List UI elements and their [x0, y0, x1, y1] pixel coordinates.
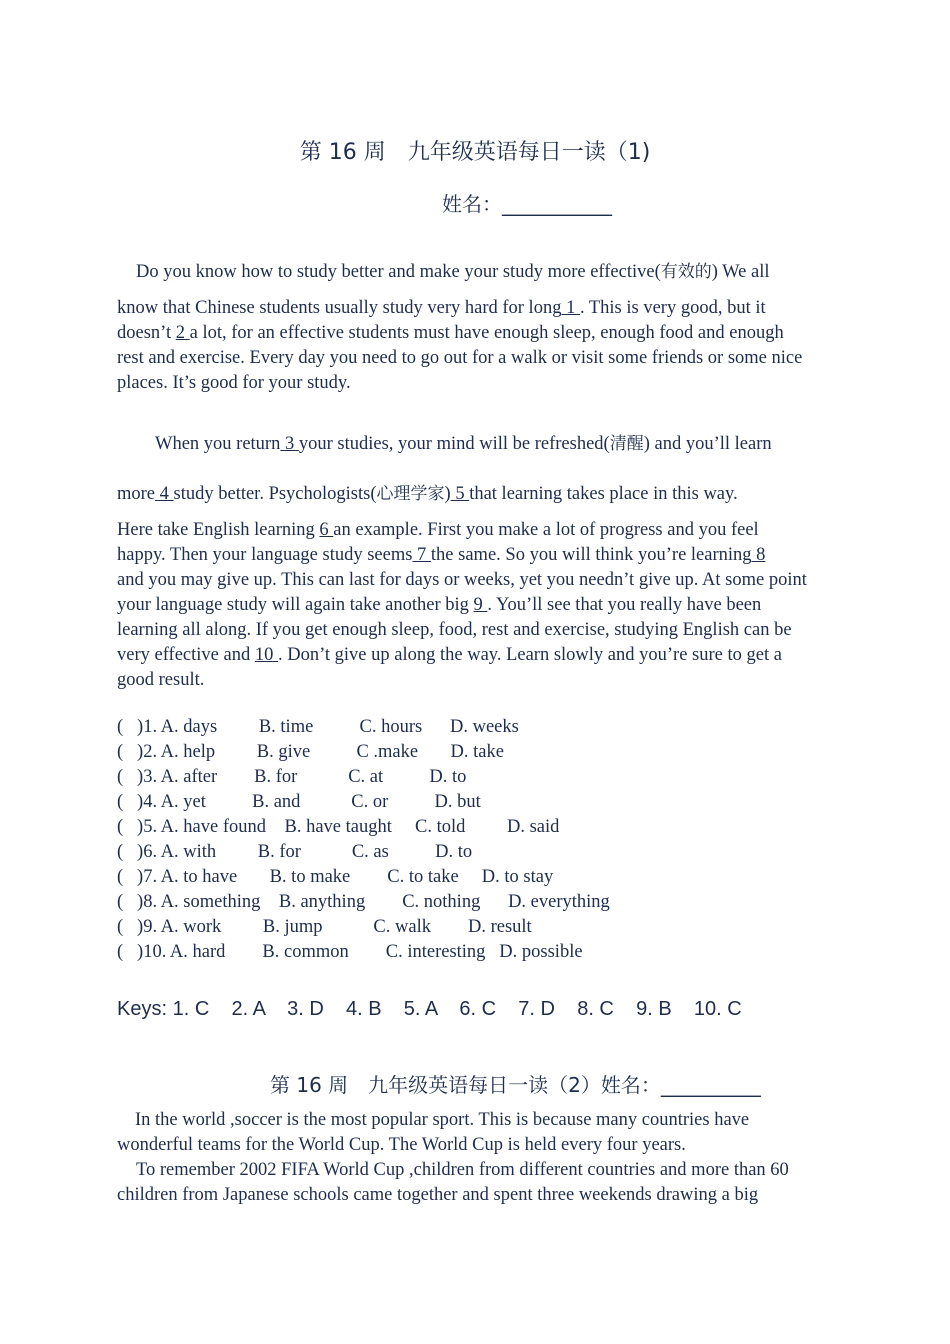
blank-6: 6 — [319, 520, 334, 540]
passage1-line: places. It’s good for your study. — [117, 373, 351, 393]
blank-4: 4 — [155, 484, 174, 504]
blank-2: 2 — [175, 323, 190, 343]
answer-keys: Keys: 1. C 2. A 3. D 4. B 5. A 6. C 7. D 8. C 9. B 10. C — [117, 998, 742, 1020]
passage1-line: rest and exercise. Every day you need to go out for a walk or visit some friends or some nice — [117, 348, 803, 368]
blank-10: 10 — [254, 645, 278, 665]
name-blank-2: __________ — [660, 1073, 761, 1097]
question-item: ( )3. A. after B. for C. at D. to — [117, 767, 467, 787]
page-title: 第 16 周 九年级英语每日一读（1) — [299, 140, 651, 165]
question-item: ( )7. A. to have B. to make C. to take D. to stay — [117, 867, 554, 887]
question-item: ( )5. A. have found B. have taught C. told D. said — [117, 817, 560, 837]
passage3-line: learning all along. If you get enough sleep, food, rest and exercise, studying English can be — [117, 620, 792, 640]
blank-5: 5 — [450, 484, 470, 504]
question-item: ( )6. A. with B. for C. as D. to — [117, 842, 473, 862]
passage1-line: Do you know how to study better and make your study more effective(有效的) We all — [136, 262, 770, 282]
passage3-line: good result. — [117, 670, 205, 690]
passage3-line: very effective and 10 . Don’t give up along the way. Learn slowly and you’re sure to get a — [117, 645, 782, 665]
question-item: ( )1. A. days B. time C. hours D. weeks — [117, 717, 519, 737]
passage3-line: happy. Then your language study seems 7 the same. So you will think you’re learning 8 — [117, 545, 766, 565]
name-field — [442, 188, 612, 217]
passage4-line: In the world ,soccer is the most popular sport. This is because many countries have — [135, 1110, 750, 1130]
second-title: 第 16 周 九年级英语每日一读（2）姓名：__________ — [270, 1073, 761, 1097]
blank-3: 3 — [280, 434, 299, 454]
blank-7: 7 — [412, 545, 431, 565]
passage1-line: doesn’t 2 a lot, for an effective students must have enough sleep, enough food and enough — [117, 323, 784, 343]
passage4-line: To remember 2002 FIFA World Cup ,children from different countries and more than 60 — [136, 1160, 789, 1180]
question-item: ( )10. A. hard B. common C. interesting D. possible — [117, 942, 583, 962]
question-item: ( )8. A. something B. anything C. nothing D. everything — [117, 892, 610, 912]
question-item: ( )2. A. help B. give C .make D. take — [117, 742, 504, 762]
passage2-line: When you return 3 your studies, your mind will be refreshed(清醒) and you’ll learn — [155, 434, 772, 454]
passage3-line: and you may give up. This can last for days or weeks, yet you needn’t give up. At some point — [117, 570, 807, 590]
question-item: ( )9. A. work B. jump C. walk D. result — [117, 917, 532, 937]
blank-9: 9 — [473, 595, 488, 615]
blank-1: 1 — [561, 298, 580, 318]
name-label: 姓名： — [442, 192, 502, 216]
blank-8: 8 — [751, 545, 766, 565]
passage3-line: your language study will again take another big 9 . You’ll see that you really have been — [117, 595, 762, 615]
passage4-line: wonderful teams for the World Cup. The World Cup is held every four years. — [117, 1135, 686, 1155]
passage4-line: children from Japanese schools came together and spent three weekends drawing a big — [117, 1185, 759, 1205]
passage1-line: know that Chinese students usually study very hard for long 1 . This is very good, but it — [117, 298, 766, 318]
passage3-line: Here take English learning 6 an example. First you make a lot of progress and you feel — [117, 520, 759, 540]
name-blank: ___________ — [502, 192, 612, 216]
passage2-line: more 4 study better. Psychologists(心理学家) 5 that learning takes place in this way. — [117, 484, 738, 504]
question-item: ( )4. A. yet B. and C. or D. but — [117, 792, 481, 812]
